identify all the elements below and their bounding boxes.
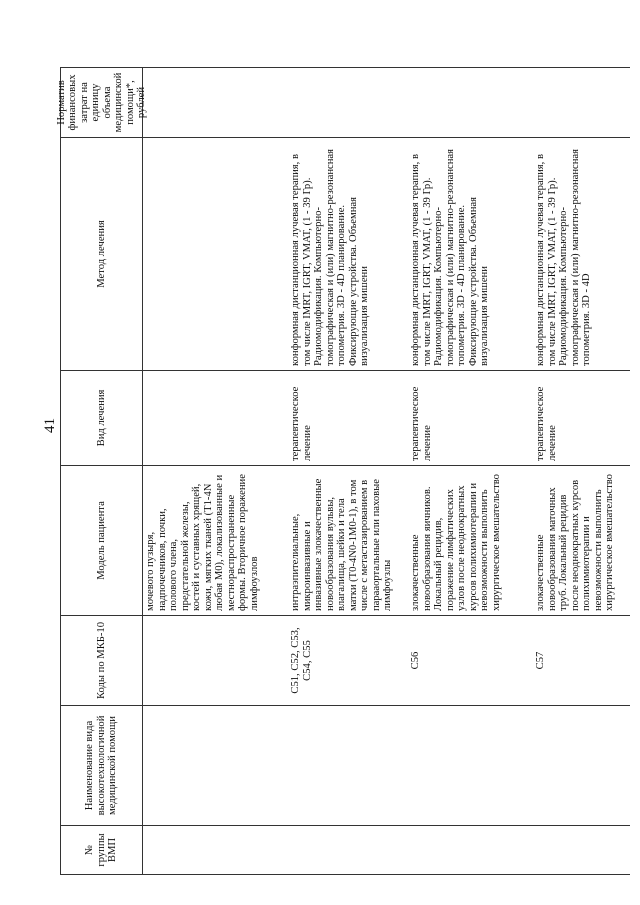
cell-norm — [142, 67, 287, 137]
cell-method: конформная дистанционная лучевая терапия, в том числе IMRT, IGRT, VMAT, (1 - 39 Гр). Радиомодификация. Компьютерно-томографическая и (или) магнитно-резонансная топометрия. 3D - 4D планирование. Фиксирующие устройства. Объемная визуализация мишени — [407, 137, 532, 370]
cell-name — [532, 705, 630, 825]
cell-method — [142, 137, 287, 370]
table-row — [407, 67, 532, 875]
cell-treatment-type: терапевтическое лечение — [532, 370, 630, 465]
cell-name — [407, 705, 532, 825]
header-group: № группы ВМП — [61, 825, 143, 875]
table-header-row — [55, 67, 147, 875]
cell-treatment-type: терапевтическое лечение — [287, 370, 407, 465]
cell-model: мочевого пузыря, надпочечников, почки, полового члена, предстательной железы, костей и суставных хрящей, кожи, мягких тканей (T1-4N любая M0), локализованные и местнораспространенные формы. Вторичное поражение лимфоузлов — [142, 465, 287, 615]
table-row — [142, 67, 287, 875]
cell-norm — [407, 67, 532, 137]
header-name: Наименование вида высокотехнологичной медицинской помощи — [61, 705, 143, 825]
cell-codes: C56 — [407, 615, 532, 705]
cell-treatment-type — [142, 370, 287, 465]
cell-codes: C57 — [532, 615, 630, 705]
cell-norm — [532, 67, 630, 137]
table-row — [532, 67, 630, 875]
cell-group — [142, 825, 287, 875]
cell-model: злокачественные новообразования яичников. Локальный рецидив, поражение лимфатических узлов после неоднократных курсов полихимиотерапии и невозможности выполнить хирургическое вмешательство — [407, 465, 532, 615]
page-number: 41 — [42, 418, 58, 433]
header-method: Метод лечения — [61, 137, 143, 370]
cell-group — [532, 825, 630, 875]
vmp-table — [55, 67, 630, 875]
cell-method: конформная дистанционная лучевая терапия, в том числе IMRT, IGRT, VMAT, (1 - 39 Гр). Радиомодификация. Компьютерно-томографическая и (или) магнитно-резонансная топометрия. 3D - 4D планирование. Фиксирующие устройства. Объемная визуализация мишени — [287, 137, 407, 370]
cell-norm — [287, 67, 407, 137]
header-codes: Коды по МКБ-10 — [61, 615, 143, 705]
header-treatment-type: Вид лечения — [61, 370, 143, 465]
cell-model: интраэпителиальные, микроинвазивные и инвазивные злокачественные новообразования вульвы, влагалища, шейки и тела матки (T0-4N0-1M0-1), в том числе с метастазированием в парааортальные или паховые лимфоузлы — [287, 465, 407, 615]
header-model: Модель пациента — [61, 465, 143, 615]
cell-group — [287, 825, 407, 875]
cell-treatment-type: терапевтическое лечение — [407, 370, 532, 465]
cell-codes: C51, C52, C53, C54, C55 — [287, 615, 407, 705]
cell-name — [287, 705, 407, 825]
cell-model: злокачественные новообразования маточных труб. Локальный рецидив после неоднократных курсов полихимиотерапии и невозможности выполнить хирургическое вмешательство — [532, 465, 630, 615]
cell-name — [142, 705, 287, 825]
cell-codes — [142, 615, 287, 705]
cell-method: конформная дистанционная лучевая терапия, в том числе IMRT, IGRT, VMAT, (1 - 39 Гр). Радиомодификация. Компьютерно-томографическая и (или) магнитно-резонансная топометрия. 3D - 4D — [532, 137, 630, 370]
header-norm: Норматив финансовых затрат на единицу объема медицинской помощи*, рублей — [61, 67, 143, 137]
cell-group — [407, 825, 532, 875]
table-row — [287, 67, 407, 875]
